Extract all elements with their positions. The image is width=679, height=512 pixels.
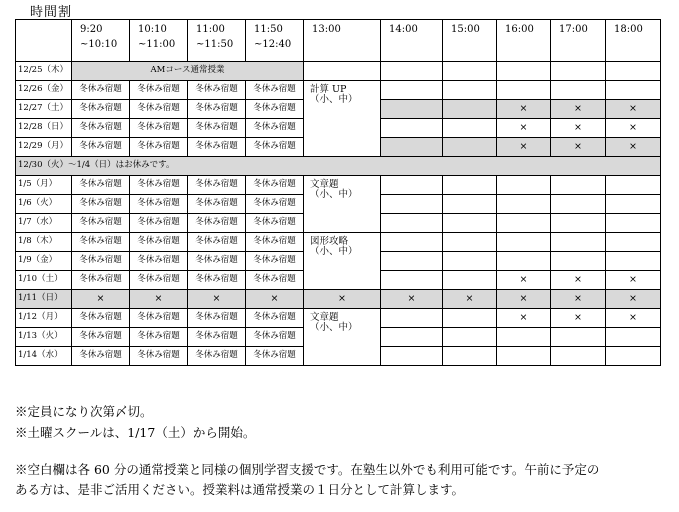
empty-slot	[551, 214, 606, 233]
closed-mark: ×	[497, 100, 551, 119]
note-saturday-school: ※土曜スクールは、1/17（土）から開始。	[15, 425, 256, 440]
closed-mark: ×	[606, 138, 661, 157]
empty-slot	[443, 176, 497, 195]
time-header	[497, 20, 551, 62]
empty-slot	[381, 62, 443, 81]
closed-mark: ×	[497, 119, 551, 138]
empty-slot	[497, 233, 551, 252]
date-cell: 1/5（月）	[16, 176, 72, 195]
time-start: 11:50	[254, 24, 283, 35]
class-name: 図形攻略	[310, 236, 349, 247]
empty-slot	[443, 119, 497, 138]
class-cell	[304, 81, 381, 157]
closed-mark: ×	[551, 138, 606, 157]
empty-slot	[497, 347, 551, 366]
homework-cell: 冬休み宿題	[130, 119, 188, 138]
homework-cell: 冬休み宿題	[246, 252, 304, 271]
homework-cell: 冬休み宿題	[188, 100, 246, 119]
date-cell: 1/6（火）	[16, 195, 72, 214]
empty-slot	[443, 233, 497, 252]
closed-mark: ×	[188, 290, 246, 309]
empty-slot	[551, 347, 606, 366]
time-header	[130, 20, 188, 62]
class-name: 計算 UP	[310, 84, 347, 95]
date-cell: 1/14（水）	[16, 347, 72, 366]
timetable	[15, 19, 661, 366]
time-header	[304, 20, 381, 62]
empty-slot	[497, 252, 551, 271]
empty-slot	[497, 81, 551, 100]
time-start: 15:00	[451, 24, 480, 35]
closed-mark: ×	[497, 138, 551, 157]
empty-slot	[497, 62, 551, 81]
time-header	[188, 20, 246, 62]
note-open-slots-1: ※空白欄は各 60 分の通常授業と同様の個別学習支援です。在塾生以外でも利用可能です。午前に予定の	[15, 462, 600, 477]
date-cell: 12/27（土）	[16, 100, 72, 119]
time-end: ~12:40	[254, 39, 292, 50]
closed-mark: ×	[130, 290, 188, 309]
empty-slot	[606, 328, 661, 347]
time-start: 9:20	[80, 24, 103, 35]
class-name: 文章題	[310, 312, 339, 323]
homework-cell: 冬休み宿題	[130, 233, 188, 252]
header-row	[16, 20, 661, 62]
homework-cell: 冬休み宿題	[246, 81, 304, 100]
homework-cell: 冬休み宿題	[130, 138, 188, 157]
empty-slot	[606, 252, 661, 271]
time-start: 10:10	[138, 24, 167, 35]
time-header	[381, 20, 443, 62]
homework-cell: 冬休み宿題	[246, 233, 304, 252]
empty-slot	[381, 271, 443, 290]
empty-slot	[606, 81, 661, 100]
empty-slot	[606, 176, 661, 195]
time-start: 16:00	[505, 24, 534, 35]
homework-cell: 冬休み宿題	[188, 252, 246, 271]
homework-cell: 冬休み宿題	[246, 176, 304, 195]
class-name: 文章題	[310, 179, 339, 190]
closed-mark: ×	[606, 100, 661, 119]
empty-slot	[443, 195, 497, 214]
homework-cell: 冬休み宿題	[246, 328, 304, 347]
time-header	[246, 20, 304, 62]
am-course-cell: AMコース通常授業	[72, 62, 304, 81]
empty-slot	[551, 176, 606, 195]
empty-slot	[443, 328, 497, 347]
empty-slot	[381, 347, 443, 366]
homework-cell: 冬休み宿題	[72, 252, 130, 271]
empty-slot	[551, 233, 606, 252]
class-grade: （小、中）	[310, 322, 358, 334]
table-row	[16, 157, 661, 176]
empty-slot	[381, 214, 443, 233]
homework-cell: 冬休み宿題	[188, 309, 246, 328]
homework-cell: 冬休み宿題	[246, 214, 304, 233]
table-row	[16, 233, 661, 252]
homework-cell: 冬休み宿題	[130, 100, 188, 119]
empty-slot	[606, 233, 661, 252]
homework-cell: 冬休み宿題	[72, 309, 130, 328]
homework-cell: 冬休み宿題	[188, 271, 246, 290]
holiday-notice: 12/30（火）～1/4（日）はお休みです。	[16, 157, 661, 176]
closed-mark: ×	[551, 271, 606, 290]
homework-cell: 冬休み宿題	[72, 119, 130, 138]
class-grade: （小、中）	[310, 94, 358, 106]
homework-cell: 冬休み宿題	[188, 176, 246, 195]
table-row	[16, 81, 661, 100]
closed-mark: ×	[606, 271, 661, 290]
date-cell: 1/9（金）	[16, 252, 72, 271]
empty-slot	[381, 252, 443, 271]
homework-cell: 冬休み宿題	[246, 347, 304, 366]
closed-mark: ×	[381, 290, 443, 309]
homework-cell: 冬休み宿題	[72, 138, 130, 157]
time-end: ~11:50	[196, 39, 234, 50]
empty-slot	[381, 233, 443, 252]
homework-cell: 冬休み宿題	[130, 195, 188, 214]
closed-mark: ×	[304, 290, 381, 309]
homework-cell: 冬休み宿題	[72, 81, 130, 100]
empty-slot	[606, 347, 661, 366]
homework-cell: 冬休み宿題	[130, 347, 188, 366]
homework-cell: 冬休み宿題	[130, 271, 188, 290]
time-end: ~10:10	[80, 39, 118, 50]
empty-slot	[381, 328, 443, 347]
homework-cell: 冬休み宿題	[188, 138, 246, 157]
homework-cell: 冬休み宿題	[130, 252, 188, 271]
table-row	[16, 176, 661, 195]
empty-slot	[443, 138, 497, 157]
closed-mark: ×	[246, 290, 304, 309]
empty-slot	[381, 100, 443, 119]
homework-cell: 冬休み宿題	[130, 176, 188, 195]
homework-cell: 冬休み宿題	[72, 347, 130, 366]
closed-mark: ×	[443, 290, 497, 309]
time-header	[443, 20, 497, 62]
class-grade: （小、中）	[310, 189, 358, 201]
class-cell	[304, 233, 381, 290]
page-title: 時間割	[30, 5, 73, 20]
homework-cell: 冬休み宿題	[246, 195, 304, 214]
note-open-slots-2: ある方は、是非ご活用ください。授業料は通常授業の１日分として計算します。	[15, 482, 465, 497]
homework-cell: 冬休み宿題	[72, 100, 130, 119]
homework-cell: 冬休み宿題	[188, 328, 246, 347]
empty-slot	[606, 62, 661, 81]
date-cell: 12/25（木）	[16, 62, 72, 81]
class-cell	[304, 309, 381, 366]
empty-slot	[304, 62, 381, 81]
homework-cell: 冬休み宿題	[72, 271, 130, 290]
time-start: 11:00	[196, 24, 225, 35]
empty-slot	[443, 62, 497, 81]
empty-slot	[443, 252, 497, 271]
homework-cell: 冬休み宿題	[188, 195, 246, 214]
empty-slot	[497, 328, 551, 347]
empty-slot	[443, 309, 497, 328]
empty-slot	[606, 214, 661, 233]
homework-cell: 冬休み宿題	[188, 347, 246, 366]
empty-slot	[381, 81, 443, 100]
class-grade: （小、中）	[310, 246, 358, 258]
empty-slot	[551, 62, 606, 81]
empty-slot	[381, 195, 443, 214]
homework-cell: 冬休み宿題	[188, 119, 246, 138]
empty-slot	[497, 176, 551, 195]
time-start: 13:00	[312, 24, 341, 35]
empty-slot	[551, 81, 606, 100]
header-corner	[16, 20, 72, 62]
date-cell: 1/11（日）	[16, 290, 72, 309]
table-row	[16, 290, 661, 309]
empty-slot	[443, 81, 497, 100]
closed-mark: ×	[551, 290, 606, 309]
homework-cell: 冬休み宿題	[246, 100, 304, 119]
date-cell: 12/29（月）	[16, 138, 72, 157]
homework-cell: 冬休み宿題	[246, 271, 304, 290]
date-cell: 1/12（月）	[16, 309, 72, 328]
date-cell: 1/7（水）	[16, 214, 72, 233]
empty-slot	[443, 214, 497, 233]
time-start: 14:00	[389, 24, 418, 35]
date-cell: 12/26（金）	[16, 81, 72, 100]
table-row	[16, 62, 661, 81]
empty-slot	[381, 309, 443, 328]
closed-mark: ×	[551, 309, 606, 328]
homework-cell: 冬休み宿題	[72, 176, 130, 195]
closed-mark: ×	[72, 290, 130, 309]
empty-slot	[381, 119, 443, 138]
homework-cell: 冬休み宿題	[130, 81, 188, 100]
empty-slot	[381, 176, 443, 195]
empty-slot	[443, 100, 497, 119]
time-start: 18:00	[614, 24, 643, 35]
closed-mark: ×	[606, 309, 661, 328]
empty-slot	[443, 347, 497, 366]
homework-cell: 冬休み宿題	[72, 214, 130, 233]
homework-cell: 冬休み宿題	[130, 328, 188, 347]
homework-cell: 冬休み宿題	[188, 214, 246, 233]
closed-mark: ×	[497, 271, 551, 290]
homework-cell: 冬休み宿題	[130, 214, 188, 233]
date-cell: 1/13（火）	[16, 328, 72, 347]
date-cell: 12/28（日）	[16, 119, 72, 138]
empty-slot	[497, 214, 551, 233]
empty-slot	[606, 195, 661, 214]
homework-cell: 冬休み宿題	[188, 81, 246, 100]
date-cell: 1/10（土）	[16, 271, 72, 290]
homework-cell: 冬休み宿題	[188, 233, 246, 252]
homework-cell: 冬休み宿題	[246, 309, 304, 328]
closed-mark: ×	[497, 290, 551, 309]
time-header	[606, 20, 661, 62]
empty-slot	[381, 138, 443, 157]
homework-cell: 冬休み宿題	[246, 119, 304, 138]
empty-slot	[551, 252, 606, 271]
empty-slot	[497, 195, 551, 214]
date-cell: 1/8（木）	[16, 233, 72, 252]
closed-mark: ×	[606, 119, 661, 138]
empty-slot	[551, 195, 606, 214]
homework-cell: 冬休み宿題	[72, 233, 130, 252]
time-header	[72, 20, 130, 62]
homework-cell: 冬休み宿題	[72, 328, 130, 347]
time-end: ~11:00	[138, 39, 176, 50]
closed-mark: ×	[551, 100, 606, 119]
table-row	[16, 309, 661, 328]
homework-cell: 冬休み宿題	[72, 195, 130, 214]
closed-mark: ×	[551, 119, 606, 138]
empty-slot	[551, 328, 606, 347]
time-start: 17:00	[559, 24, 588, 35]
closed-mark: ×	[497, 309, 551, 328]
note-deadline: ※定員になり次第〆切。	[15, 404, 153, 419]
homework-cell: 冬休み宿題	[130, 309, 188, 328]
closed-mark: ×	[606, 290, 661, 309]
class-cell	[304, 176, 381, 233]
homework-cell: 冬休み宿題	[246, 138, 304, 157]
time-header	[551, 20, 606, 62]
empty-slot	[443, 271, 497, 290]
